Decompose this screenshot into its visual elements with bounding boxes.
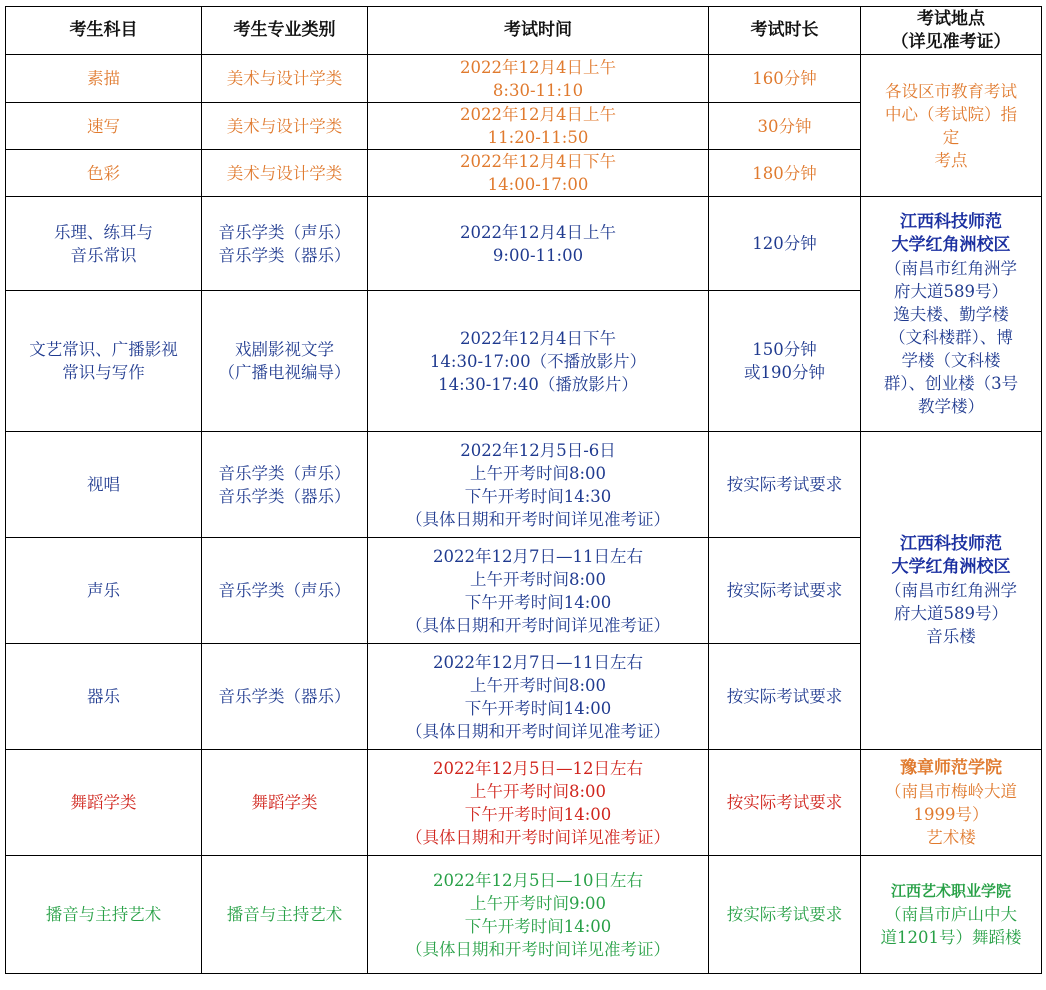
duration-cell [709, 55, 861, 103]
location-text: （南昌市红角洲学 [885, 258, 1017, 278]
major-cell [202, 55, 368, 103]
duration-text: 按实际考试要求 [726, 687, 843, 706]
duration-text: 180分钟 [752, 163, 817, 183]
time-text: （具体日期和开考时间详见准考证） [406, 509, 670, 529]
time-text: 2022年12月5日—10日左右 [433, 870, 643, 890]
time-text: 下午开考时间14:00 [464, 804, 612, 824]
duration-text: 按实际考试要求 [726, 581, 843, 600]
subject-text: 素描 [87, 69, 120, 88]
location-text: （文科楼群）、博 [889, 327, 1013, 347]
time-text: 14:00-17:00 [487, 175, 589, 194]
header-location [861, 7, 1042, 55]
header-major: 考生专业类别 [202, 7, 368, 55]
location-title: 江西科技师范 [900, 534, 1002, 554]
location-cell-dance [861, 750, 1042, 856]
location-title: 大学红角洲校区 [891, 557, 1011, 577]
header-duration: 考试时长 [709, 7, 861, 55]
time-text: 11:20-11:50 [487, 128, 589, 147]
duration-text: 120分钟 [752, 234, 817, 253]
location-title: 大学红角洲校区 [891, 234, 1011, 255]
time-cell [368, 103, 709, 150]
subject-text: 音乐常识 [70, 245, 137, 265]
location-text: （南昌市庐山中大 [885, 905, 1017, 924]
time-text: 9:00-11:00 [492, 245, 584, 265]
subject-text: 色彩 [87, 163, 120, 183]
duration-cell [709, 750, 861, 856]
time-text: 上午开考时间9:00 [469, 893, 607, 913]
subject-cell [6, 291, 202, 432]
duration-cell [709, 197, 861, 291]
location-text: （南昌市红角洲学 [885, 581, 1017, 600]
time-text: 2022年12月5日-6日 [460, 440, 616, 460]
major-cell [202, 150, 368, 197]
header-location-line2: （详见准考证） [891, 31, 1011, 52]
time-cell [368, 432, 709, 538]
header-subject: 考生科目 [6, 7, 202, 55]
table-row [6, 432, 1042, 538]
time-cell [368, 644, 709, 750]
subject-cell [6, 432, 202, 538]
subject-text: 舞蹈学类 [70, 793, 137, 812]
duration-cell [709, 150, 861, 197]
subject-text: 乐理、练耳与 [54, 222, 153, 242]
time-text: 下午开考时间14:00 [464, 592, 612, 612]
location-text: 音乐楼 [926, 627, 976, 646]
header-location-line1: 考试地点 [917, 8, 985, 29]
duration-text: 30分钟 [757, 116, 812, 136]
time-text: 8:30-11:10 [492, 80, 584, 100]
subject-text: 器乐 [87, 687, 120, 706]
time-text: 2022年12月4日下午 [460, 152, 616, 171]
major-text: 音乐学类（声乐） [218, 222, 351, 242]
time-text: 上午开考时间8:00 [469, 569, 607, 589]
duration-cell [709, 644, 861, 750]
time-text: 下午开考时间14:30 [464, 486, 612, 506]
location-cell-art [861, 55, 1042, 197]
location-text: 教学楼） [918, 396, 984, 416]
duration-cell [709, 856, 861, 974]
major-text: 美术与设计学类 [226, 116, 343, 136]
duration-cell [709, 432, 861, 538]
time-text: 2022年12月7日—11日左右 [433, 546, 643, 566]
major-cell [202, 644, 368, 750]
subject-text: 声乐 [87, 581, 120, 600]
location-text: 逸夫楼、勤学楼 [893, 304, 1009, 324]
major-cell [202, 103, 368, 150]
time-cell [368, 750, 709, 856]
subject-cell [6, 644, 202, 750]
subject-cell [6, 150, 202, 197]
major-cell [202, 291, 368, 432]
time-cell [368, 538, 709, 644]
location-text: 府大道589号） [894, 604, 1008, 623]
time-cell [368, 55, 709, 103]
major-cell [202, 750, 368, 856]
exam-schedule-table [5, 6, 1042, 974]
table-row [6, 750, 1042, 856]
location-text: 艺术楼 [926, 827, 976, 847]
location-text: 各设区市教育考试 [885, 81, 1017, 101]
time-cell [368, 197, 709, 291]
location-title: 江西科技师范 [900, 211, 1002, 232]
time-text: 2022年12月4日上午 [460, 105, 616, 124]
time-text: 上午开考时间8:00 [469, 781, 607, 801]
time-text: 2022年12月4日下午 [460, 328, 616, 348]
duration-text: 160分钟 [752, 69, 817, 88]
time-text: 上午开考时间8:00 [469, 675, 607, 695]
duration-text: 或190分钟 [744, 363, 825, 382]
duration-text: 按实际考试要求 [726, 793, 843, 812]
subject-text: 播音与主持艺术 [45, 905, 162, 924]
major-cell [202, 432, 368, 538]
major-text: 舞蹈学类 [251, 793, 318, 812]
location-text: 1999号） [913, 804, 989, 824]
major-text: 音乐学类（器乐） [218, 687, 351, 706]
major-text: （广播电视编导） [218, 363, 351, 382]
duration-text: 150分钟 [752, 340, 817, 359]
time-text: （具体日期和开考时间详见准考证） [406, 721, 670, 741]
subject-text: 文艺常识、广播影视 [29, 340, 178, 359]
subject-text: 速写 [87, 116, 120, 136]
location-text: 定 [942, 127, 960, 147]
major-text: 音乐学类（器乐） [218, 486, 351, 506]
subject-text: 视唱 [87, 475, 120, 494]
major-text: 美术与设计学类 [226, 69, 343, 88]
duration-cell [709, 538, 861, 644]
header-time: 考试时间 [368, 7, 709, 55]
duration-text: 按实际考试要求 [726, 475, 843, 494]
duration-text: 按实际考试要求 [726, 905, 843, 924]
location-cell-music-theory [861, 197, 1042, 432]
time-cell [368, 856, 709, 974]
time-text: 2022年12月4日上午 [460, 222, 616, 242]
table-row [6, 856, 1042, 974]
subject-cell [6, 55, 202, 103]
subject-cell [6, 103, 202, 150]
subject-cell [6, 856, 202, 974]
time-text: 14:30-17:40（播放影片） [438, 374, 638, 394]
major-cell [202, 538, 368, 644]
time-text: （具体日期和开考时间详见准考证） [406, 939, 670, 959]
time-text: 14:30-17:00（不播放影片） [429, 351, 647, 371]
location-cell-music-perf [861, 432, 1042, 750]
subject-cell [6, 197, 202, 291]
duration-cell [709, 103, 861, 150]
location-title: 江西艺术职业学院 [890, 882, 1011, 900]
location-text: （南昌市梅岭大道 [885, 781, 1017, 801]
location-text: 群）、创业楼（3号 [883, 373, 1019, 393]
major-cell [202, 197, 368, 291]
time-text: 2022年12月5日—12日左右 [433, 758, 643, 778]
time-text: （具体日期和开考时间详见准考证） [406, 615, 670, 635]
location-text: 府大道589号） [894, 281, 1008, 301]
subject-cell [6, 750, 202, 856]
major-text: 音乐学类（声乐） [218, 463, 351, 483]
location-cell-broadcast [861, 856, 1042, 974]
location-text: 考点 [934, 150, 968, 170]
time-text: 2022年12月7日—11日左右 [433, 652, 643, 672]
time-text: 2022年12月4日上午 [460, 57, 616, 77]
location-title: 豫章师范学院 [900, 757, 1002, 778]
subject-text: 常识与写作 [62, 363, 145, 382]
location-text: 中心（考试院）指 [885, 104, 1017, 124]
time-text: 下午开考时间14:00 [464, 916, 612, 936]
duration-cell [709, 291, 861, 432]
major-text: 音乐学类（器乐） [218, 245, 351, 265]
time-text: 上午开考时间8:00 [469, 463, 607, 483]
header-row [6, 7, 1042, 55]
time-text: （具体日期和开考时间详见准考证） [406, 827, 670, 847]
subject-cell [6, 538, 202, 644]
time-cell [368, 291, 709, 432]
major-text: 戏剧影视文学 [235, 340, 334, 359]
time-text: 下午开考时间14:00 [464, 698, 612, 718]
major-cell [202, 856, 368, 974]
location-text: 道1201号）舞蹈楼 [880, 928, 1022, 947]
location-text: 学楼（文科楼 [901, 350, 1001, 370]
table-row [6, 197, 1042, 291]
major-text: 播音与主持艺术 [226, 905, 343, 924]
major-text: 音乐学类（声乐） [218, 581, 351, 600]
time-cell [368, 150, 709, 197]
major-text: 美术与设计学类 [226, 163, 343, 183]
table-row [6, 55, 1042, 103]
